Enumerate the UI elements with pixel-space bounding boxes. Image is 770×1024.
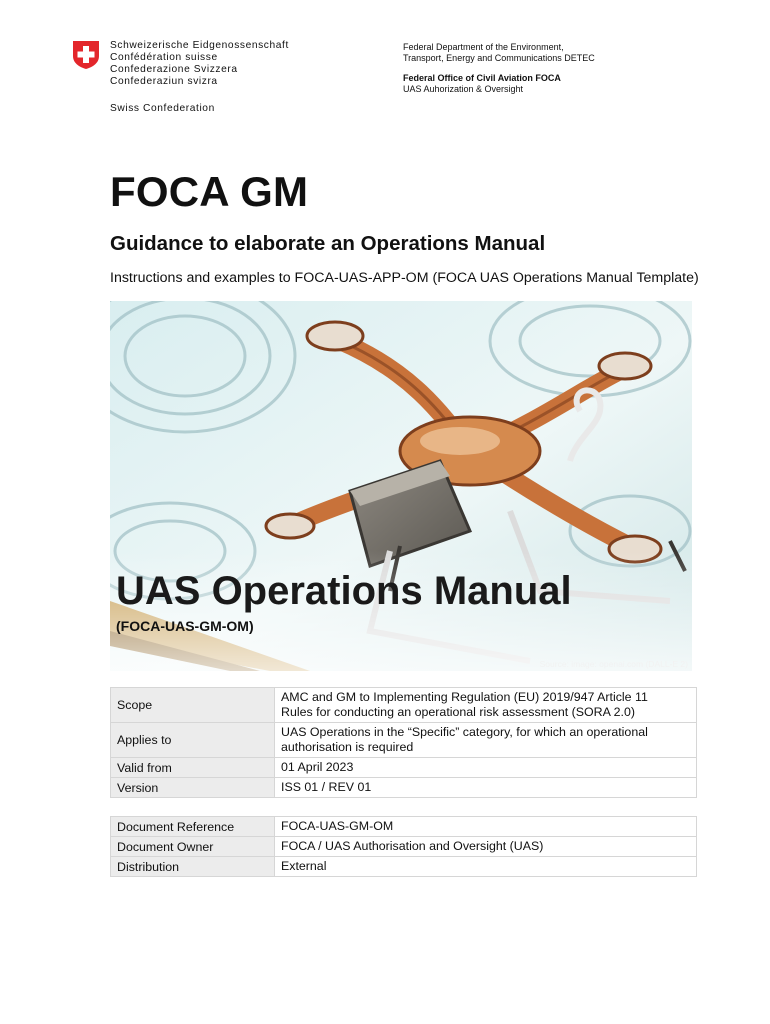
document-subtitle: Guidance to elaborate an Operations Manual bbox=[110, 232, 546, 255]
version-label: Version bbox=[111, 778, 275, 798]
document-reference-value: FOCA-UAS-GM-OM bbox=[275, 817, 697, 837]
department-line-2: Transport, Energy and Communications DETEC bbox=[403, 53, 595, 63]
confederation-line-fr: Confédération suisse bbox=[110, 52, 218, 63]
cover-image bbox=[110, 301, 692, 671]
swiss-confederation-label: Swiss Confederation bbox=[110, 103, 215, 114]
scope-table bbox=[110, 687, 697, 798]
table-row bbox=[111, 778, 697, 798]
document-meta-table bbox=[110, 816, 697, 877]
version-value: ISS 01 / REV 01 bbox=[275, 778, 697, 798]
department-line-1: Federal Department of the Environment, bbox=[403, 42, 564, 52]
confederation-line-de: Schweizerische Eidgenossenschaft bbox=[110, 40, 289, 51]
valid-from-value: 01 April 2023 bbox=[275, 758, 697, 778]
confederation-line-rm: Confederaziun svizra bbox=[110, 76, 218, 87]
document-owner-label: Document Owner bbox=[111, 837, 275, 857]
distribution-label: Distribution bbox=[111, 857, 275, 877]
scope-value-line-2: Rules for conducting an operational risk assessment (SORA 2.0) bbox=[281, 705, 635, 719]
table-row bbox=[111, 857, 697, 877]
applies-to-value bbox=[275, 723, 697, 758]
applies-to-label: Applies to bbox=[111, 723, 275, 758]
scope-label: Scope bbox=[111, 688, 275, 723]
table-row bbox=[111, 817, 697, 837]
cover-code: (FOCA-UAS-GM-OM) bbox=[116, 618, 254, 634]
table-row bbox=[111, 688, 697, 723]
drone-illustration bbox=[110, 301, 692, 671]
document-intro: Instructions and examples to FOCA-UAS-APP-OM (FOCA UAS Operations Manual Template) bbox=[110, 270, 699, 286]
document-owner-value: FOCA / UAS Authorisation and Oversight (UAS) bbox=[275, 837, 697, 857]
document-reference-label: Document Reference bbox=[111, 817, 275, 837]
confederation-line-it: Confederazione Svizzera bbox=[110, 64, 238, 75]
cover-title: UAS Operations Manual bbox=[116, 569, 572, 613]
applies-to-value-line-2: authorisation is required bbox=[281, 740, 414, 754]
department-block bbox=[403, 42, 595, 95]
scope-value bbox=[275, 688, 697, 723]
table-row bbox=[111, 723, 697, 758]
image-source-credit: Source: image: openai.com (DALL-E 2) bbox=[539, 659, 688, 669]
confederation-name bbox=[110, 40, 289, 88]
office-unit: UAS Auhorization & Oversight bbox=[403, 84, 524, 94]
valid-from-label: Valid from bbox=[111, 758, 275, 778]
distribution-value: External bbox=[275, 857, 697, 877]
applies-to-value-line-1: UAS Operations in the “Specific” category, for which an operational bbox=[281, 725, 648, 739]
scope-value-line-1: AMC and GM to Implementing Regulation (EU) 2019/947 Article 11 bbox=[281, 690, 648, 704]
table-row bbox=[111, 837, 697, 857]
document-title: FOCA GM bbox=[110, 168, 309, 215]
swiss-flag-icon bbox=[72, 40, 100, 70]
office-name: Federal Office of Civil Aviation FOCA bbox=[403, 73, 561, 83]
table-row bbox=[111, 758, 697, 778]
